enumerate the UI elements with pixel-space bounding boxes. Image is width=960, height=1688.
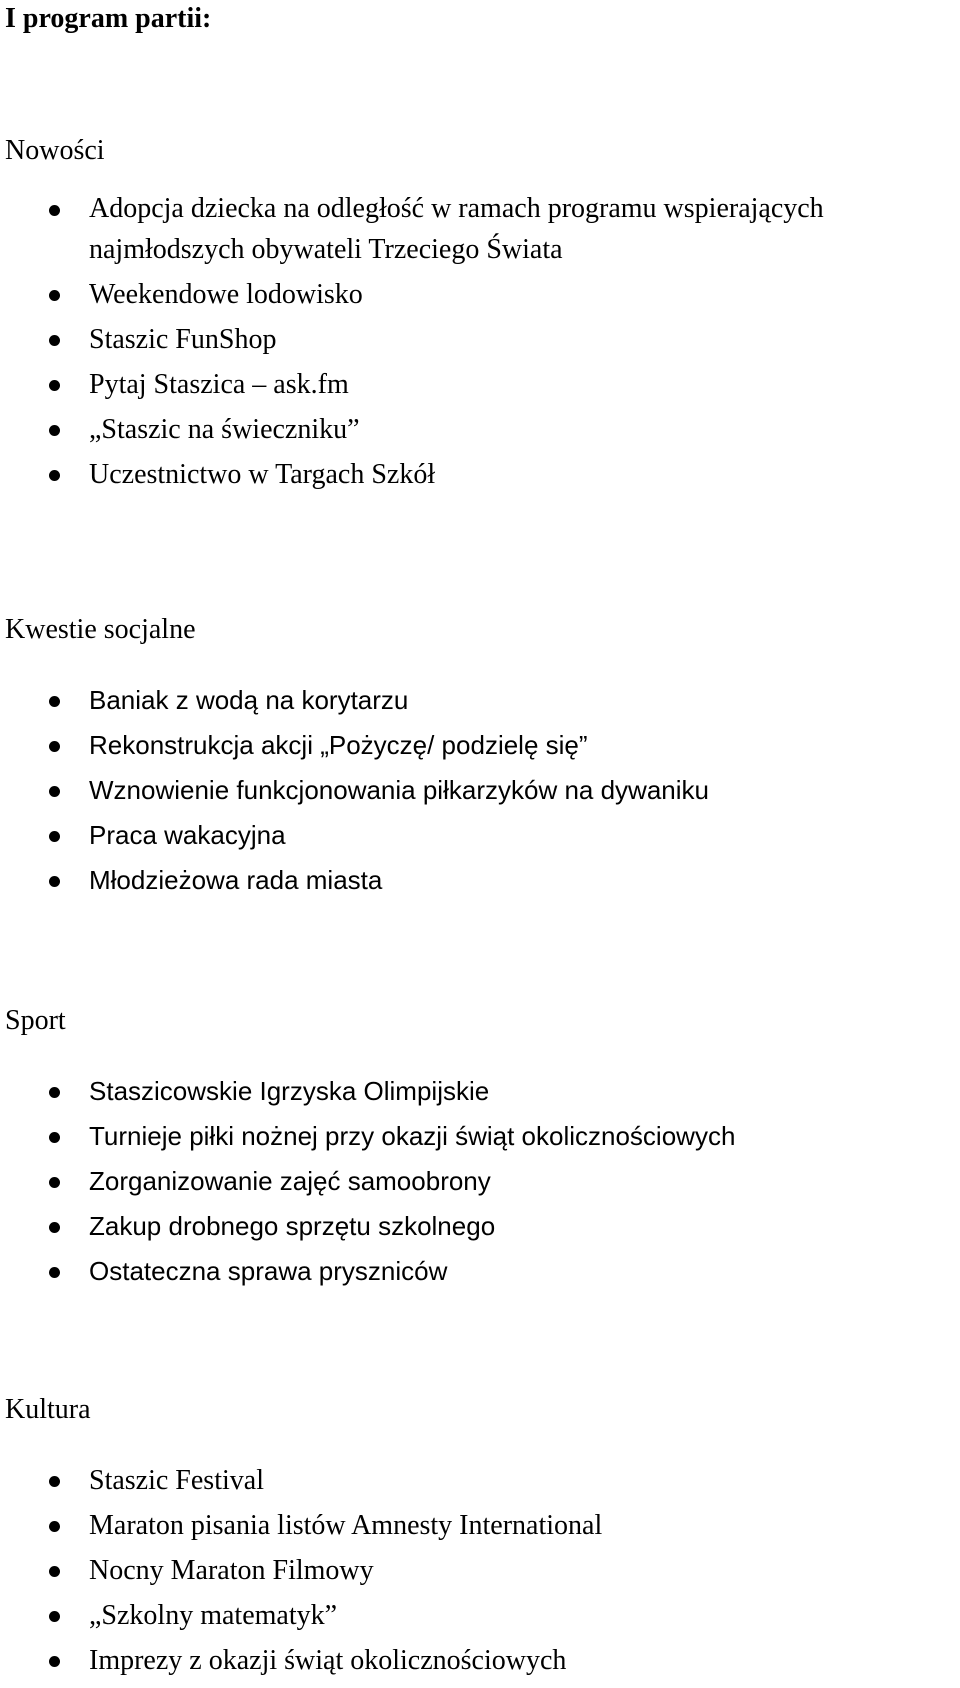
list-item: Ostateczna sprawa pryszniców: [0, 1249, 960, 1294]
list-item: Imprezy z okazji świąt okolicznościowych: [0, 1638, 960, 1683]
bullet-icon: [49, 786, 60, 797]
list-item: Staszicowskie Igrzyska Olimpijskie: [0, 1069, 960, 1114]
bullet-icon: [49, 876, 60, 887]
bullet-icon: [49, 425, 60, 436]
bullet-icon: [49, 205, 60, 216]
section-heading-kwestie-socjalne: Kwestie socjalne: [5, 614, 196, 645]
bullet-icon: [49, 1656, 60, 1667]
bullet-icon: [49, 696, 60, 707]
bullet-icon: [49, 1177, 60, 1188]
list-item: Baniak z wodą na korytarzu: [0, 678, 960, 723]
bullet-icon: [49, 741, 60, 752]
list-item: Nocny Maraton Filmowy: [0, 1548, 960, 1593]
bullet-icon: [49, 1476, 60, 1487]
list-item: Pytaj Staszica – ask.fm: [0, 362, 960, 407]
bullet-icon: [49, 1087, 60, 1098]
list-item: Uczestnictwo w Targach Szkół: [0, 452, 960, 497]
bullet-icon: [49, 1521, 60, 1532]
list-item: Wznowienie funkcjonowania piłkarzyków na dywaniku: [0, 768, 960, 813]
list-item: Weekendowe lodowisko: [0, 272, 960, 317]
bullet-icon: [49, 831, 60, 842]
list-item: Zakup drobnego sprzętu szkolnego: [0, 1204, 960, 1249]
bullet-icon: [49, 1611, 60, 1622]
list-kultura: [0, 1458, 960, 1683]
list-sport: [0, 1069, 960, 1294]
list-item: Adopcja dziecka na odległość w ramach programu wspierających najmłodszych obywateli Trzeciego Świata: [0, 186, 960, 272]
bullet-icon: [49, 470, 60, 481]
list-item: Rekonstrukcja akcji „Pożyczę/ podzielę się”: [0, 723, 960, 768]
section-heading-sport: Sport: [5, 1005, 66, 1036]
bullet-icon: [49, 335, 60, 346]
list-item: Turnieje piłki nożnej przy okazji świąt okolicznościowych: [0, 1114, 960, 1159]
section-heading-nowosci: Nowości: [5, 135, 105, 166]
list-nowosci: [0, 186, 960, 497]
list-item: Staszic Festival: [0, 1458, 960, 1503]
bullet-icon: [49, 290, 60, 301]
section-heading-kultura: Kultura: [5, 1394, 91, 1425]
list-item: Młodzieżowa rada miasta: [0, 858, 960, 903]
bullet-icon: [49, 1566, 60, 1577]
list-item: „Staszic na świeczniku”: [0, 407, 960, 452]
bullet-icon: [49, 1267, 60, 1278]
page-title: I program partii:: [5, 3, 212, 34]
list-item: Praca wakacyjna: [0, 813, 960, 858]
list-item: Staszic FunShop: [0, 317, 960, 362]
list-item: Zorganizowanie zajęć samoobrony: [0, 1159, 960, 1204]
list-item: Maraton pisania listów Amnesty International: [0, 1503, 960, 1548]
bullet-icon: [49, 380, 60, 391]
bullet-icon: [49, 1132, 60, 1143]
list-kwestie-socjalne: [0, 678, 960, 903]
list-item: „Szkolny matematyk”: [0, 1593, 960, 1638]
bullet-icon: [49, 1222, 60, 1233]
